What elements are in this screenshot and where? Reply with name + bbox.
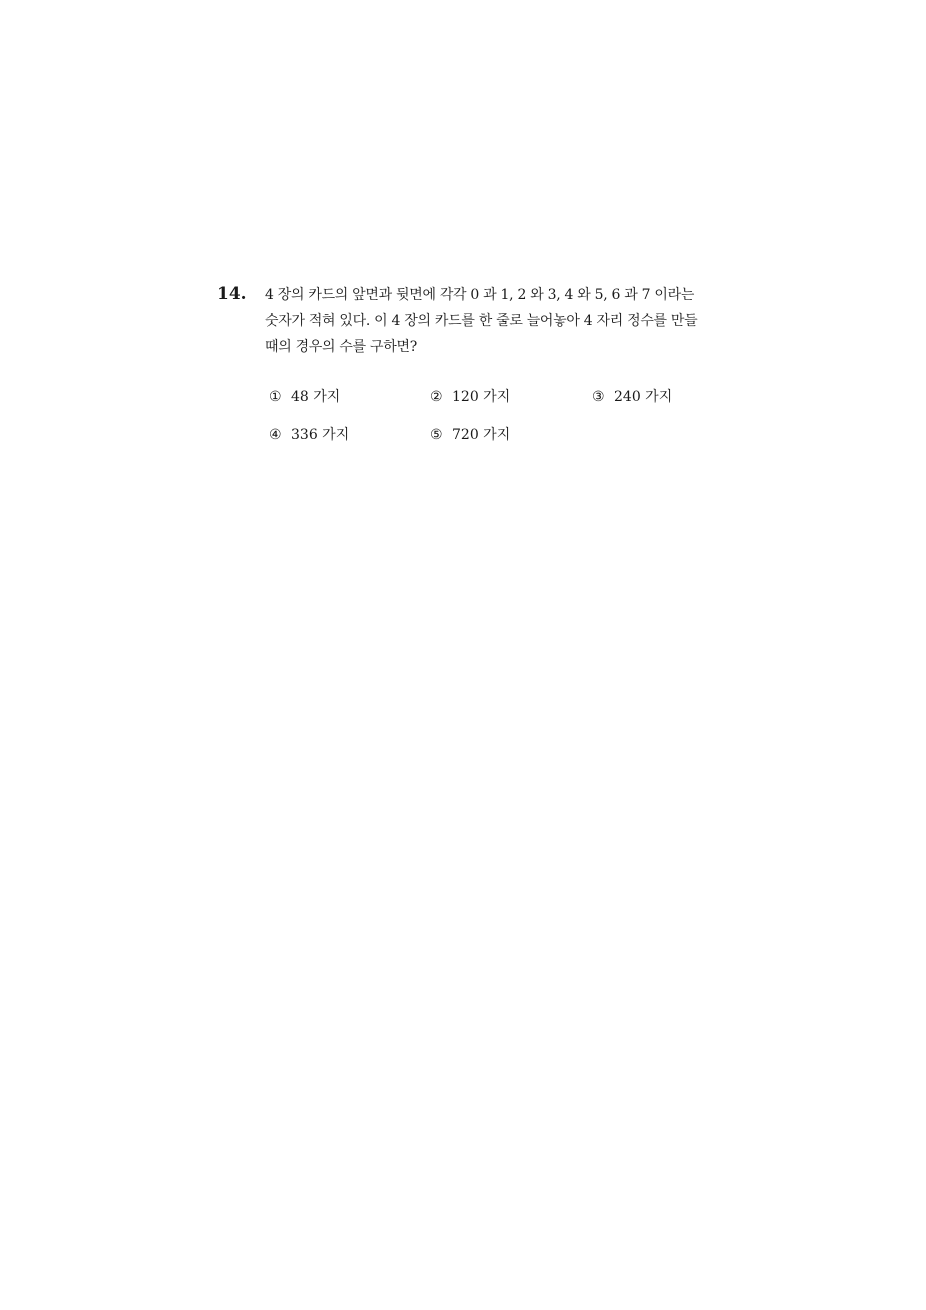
choice-3[interactable] [592, 386, 672, 408]
choice-4-text: 336 가지 [291, 427, 350, 443]
choice-3-marker: ③ [592, 389, 605, 405]
statement-line-1: 4 장의 카드의 앞면과 뒷면에 각각 0 과 1, 2 와 3, 4 와 5, 6 과 7 이라는 [265, 287, 695, 303]
choice-5[interactable] [430, 424, 510, 446]
choice-1-marker: ① [269, 389, 282, 405]
choice-1[interactable] [269, 386, 340, 408]
choice-4-marker: ④ [269, 427, 282, 443]
problem-statement [265, 282, 775, 360]
answer-choices [269, 386, 749, 466]
choice-4[interactable] [269, 424, 349, 446]
choice-1-text: 48 가지 [291, 389, 341, 405]
choice-3-text: 240 가지 [614, 389, 673, 405]
choice-2-marker: ② [430, 389, 443, 405]
choice-5-text: 720 가지 [452, 427, 511, 443]
choice-2[interactable] [430, 386, 510, 408]
choice-2-text: 120 가지 [452, 389, 511, 405]
statement-line-2: 숫자가 적혀 있다. 이 4 장의 카드를 한 줄로 늘어놓아 4 자리 정수를 만들 [265, 313, 698, 329]
statement-line-3: 때의 경우의 수를 구하면? [265, 339, 417, 355]
problem-number: 14. [217, 284, 247, 304]
choice-5-marker: ⑤ [430, 427, 443, 443]
